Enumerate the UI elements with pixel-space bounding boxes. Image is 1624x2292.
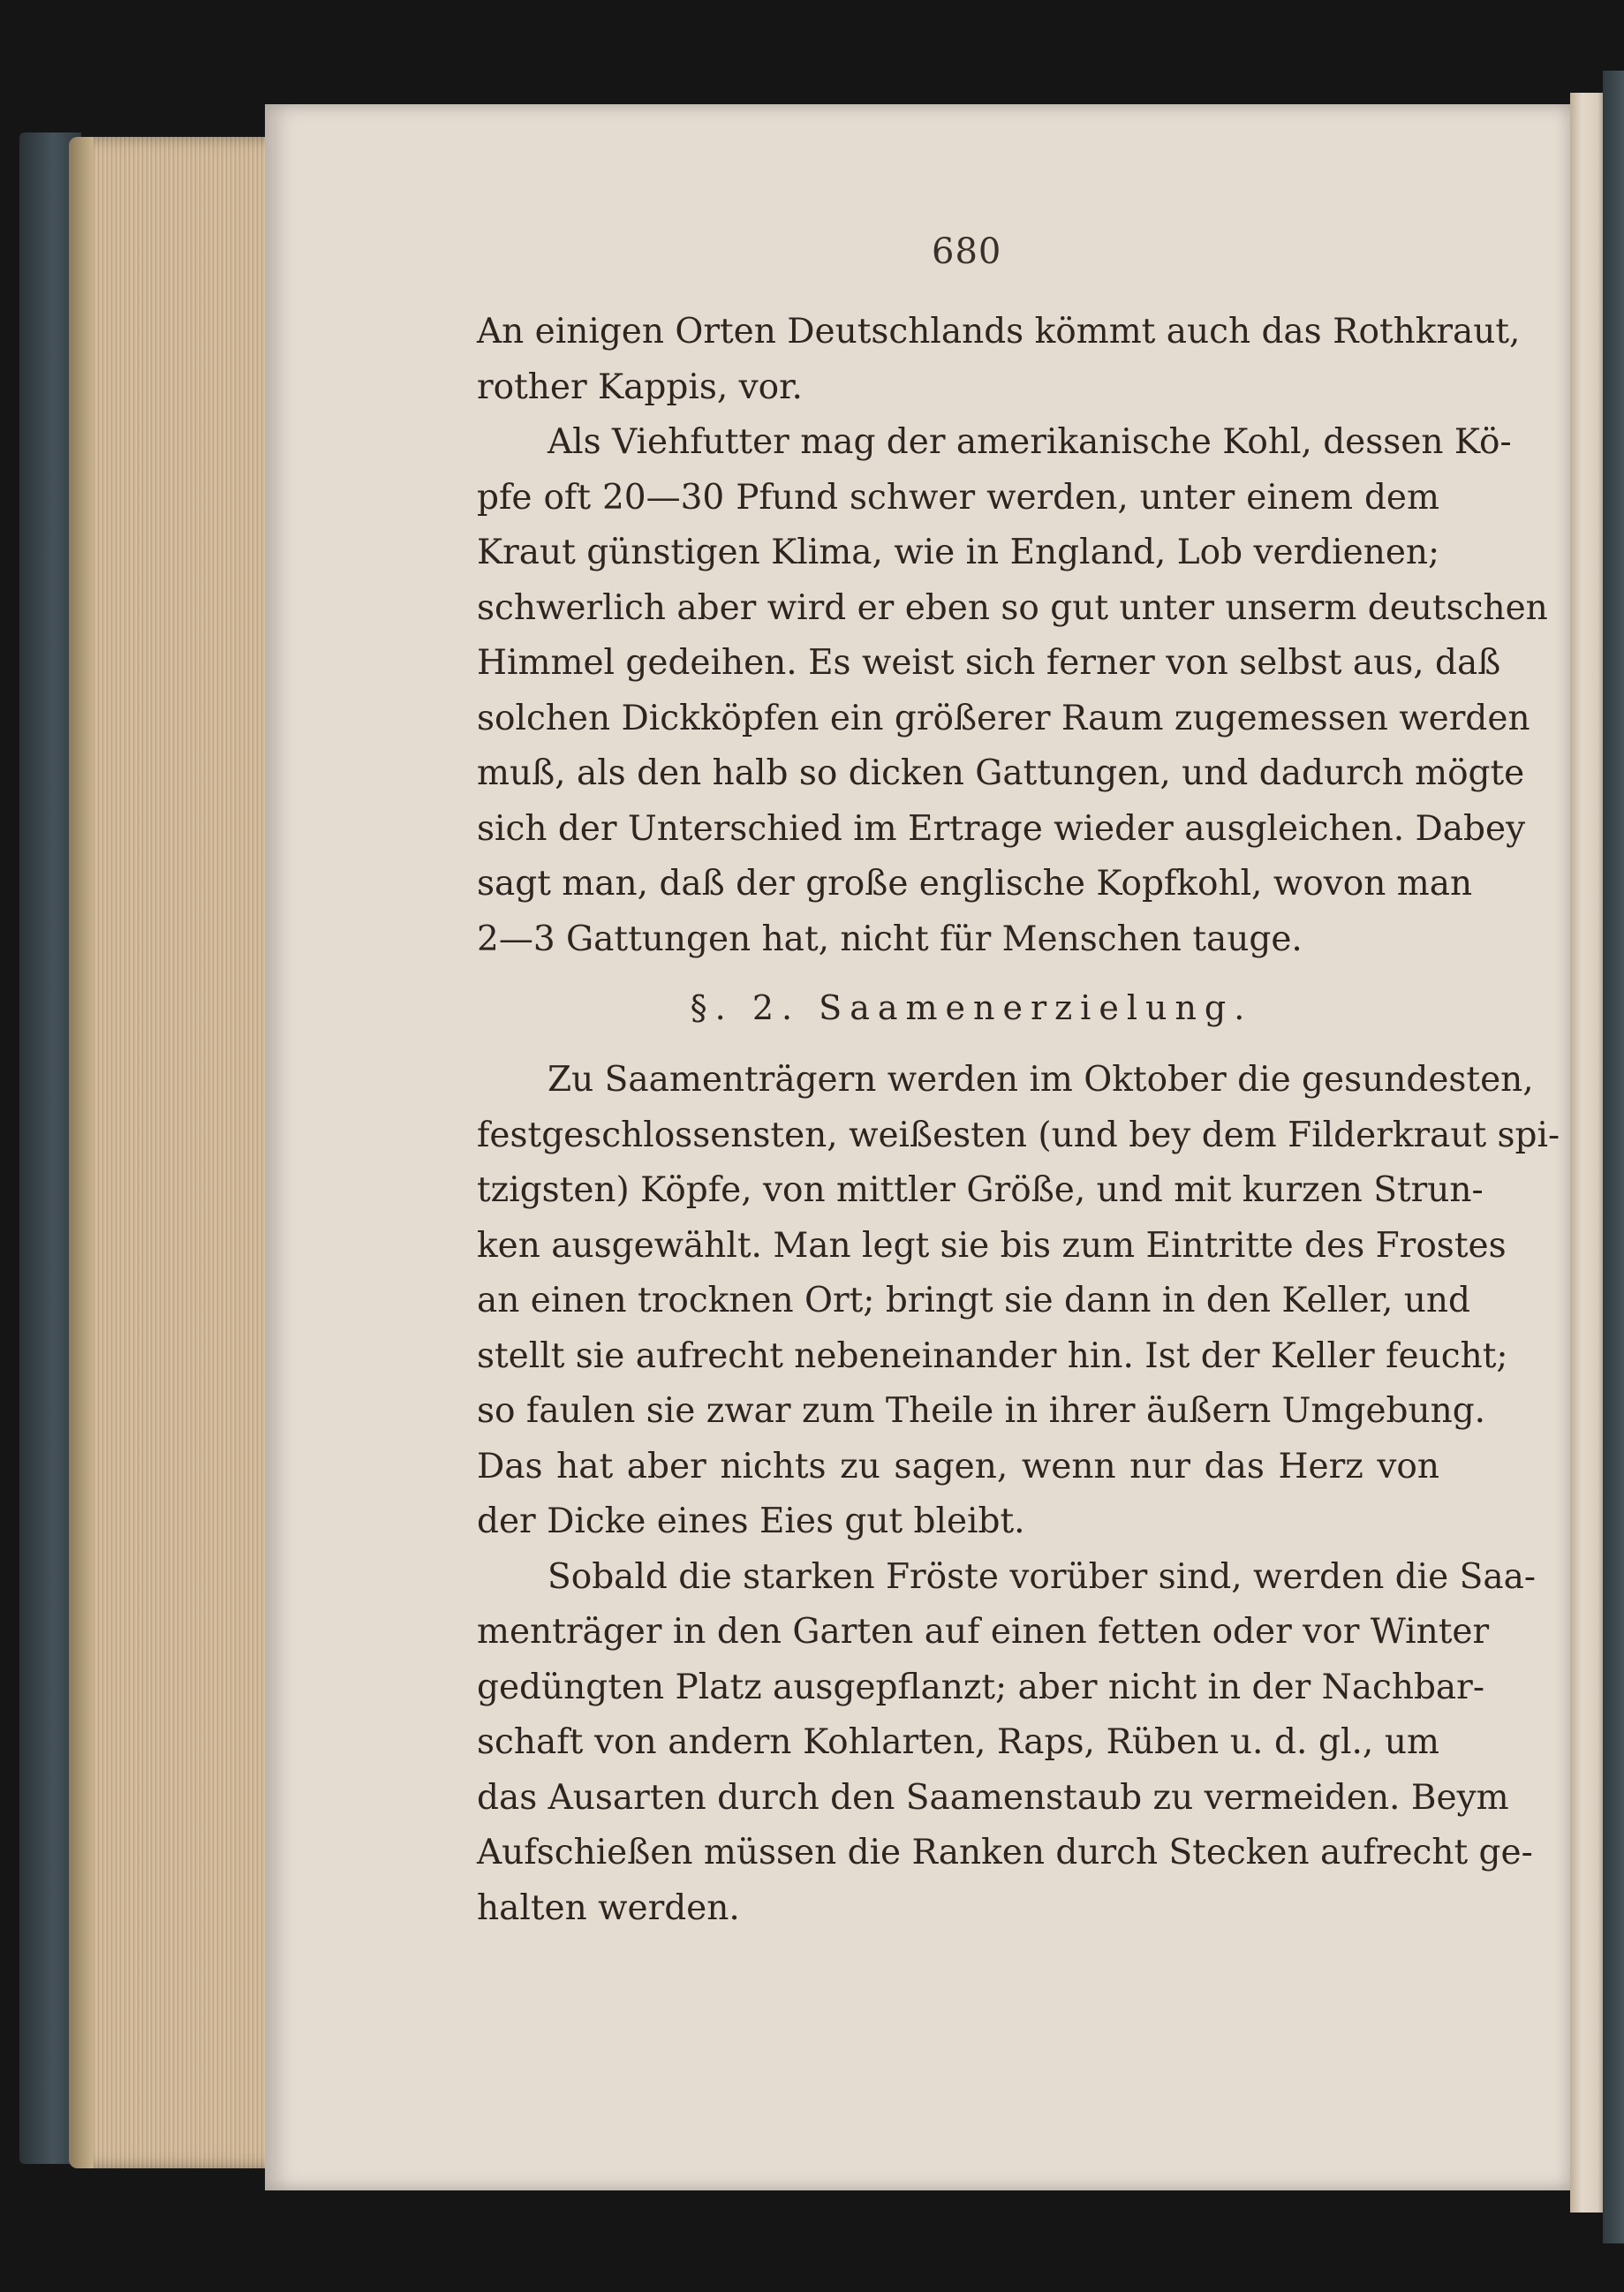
text-line: rother Kappis, vor. <box>477 367 803 407</box>
page-number: 680 <box>932 231 1002 272</box>
text-line: gedüngten Platz ausgepflanzt; aber nicht in der Nachbar- <box>477 1667 1484 1707</box>
text-line: Das hat aber nichts zu sagen, wenn nur das Herz von <box>477 1446 1439 1486</box>
text-line: Sobald die starken Fröste vorüber sind, werden die Saa- <box>548 1556 1537 1597</box>
text-line: ken ausgewählt. Man legt sie bis zum Eintritte des Frostes <box>477 1225 1507 1266</box>
text-line: an einen trocknen Ort; bringt sie dann in den Keller, und <box>477 1281 1470 1320</box>
text-line: 2—3 Gattungen hat, nicht für Menschen tauge. <box>477 919 1303 959</box>
page-edges <box>69 137 276 2168</box>
text-line: Als Viehfutter mag der amerikanische Kohl, dessen Kö- <box>548 422 1512 462</box>
text-line: pfe oft 20—30 Pfund schwer werden, unter einem dem <box>477 477 1439 518</box>
text-line: sich der Unterschied im Ertrage wieder ausgleichen. Dabey <box>477 808 1526 849</box>
page-text <box>477 305 1560 1936</box>
text-line: Zu Saamenträgern werden im Oktober die gesundesten, <box>548 1060 1534 1100</box>
text-line: An einigen Orten Deutschlands kömmt auch das Rothkraut, <box>477 312 1521 352</box>
text-line: schaft von andern Kohlarten, Raps, Rüben u. d. gl., um <box>477 1722 1439 1762</box>
text-line: solchen Dickköpfen ein größerer Raum zugemessen werden <box>477 698 1530 738</box>
text-line: der Dicke eines Eies gut bleibt. <box>477 1502 1025 1541</box>
text-line: menträger in den Garten auf einen fetten oder vor Winter <box>477 1612 1490 1652</box>
book-cover-right <box>1603 71 1624 2243</box>
text-line: muß, als den halb so dicken Gattungen, und dadurch mögte <box>477 753 1525 793</box>
text-line: stellt sie aufrecht nebeneinander hin. Ist der Keller feucht; <box>477 1335 1508 1376</box>
section-heading: §. 2. Saamenerzielung. <box>690 988 1253 1027</box>
text-line: schwerlich aber wird er eben so gut unter unserm deutschen <box>477 587 1548 628</box>
text-line: das Ausarten durch den Saamenstaub zu vermeiden. Beym <box>477 1777 1509 1818</box>
text-line: so faulen sie zwar zum Theile in ihrer äußern Umgebung. <box>477 1391 1486 1431</box>
text-line: sagt man, daß der große englische Kopfkohl, wovon man <box>477 864 1473 904</box>
text-line: tzigsten) Köpfe, von mittler Größe, und mit kurzen Strun- <box>477 1170 1484 1210</box>
text-line: Kraut günstigen Klima, wie in England, Lob verdienen; <box>477 533 1440 572</box>
text-line: Himmel gedeihen. Es weist sich ferner von selbst aus, daß <box>477 643 1501 683</box>
text-line: halten werden. <box>477 1887 740 1928</box>
text-line: Aufschießen müssen die Ranken durch Stecken aufrecht ge- <box>477 1833 1533 1872</box>
text-line: festgeschlossensten, weißesten (und bey dem Filderkraut spi- <box>477 1115 1560 1155</box>
